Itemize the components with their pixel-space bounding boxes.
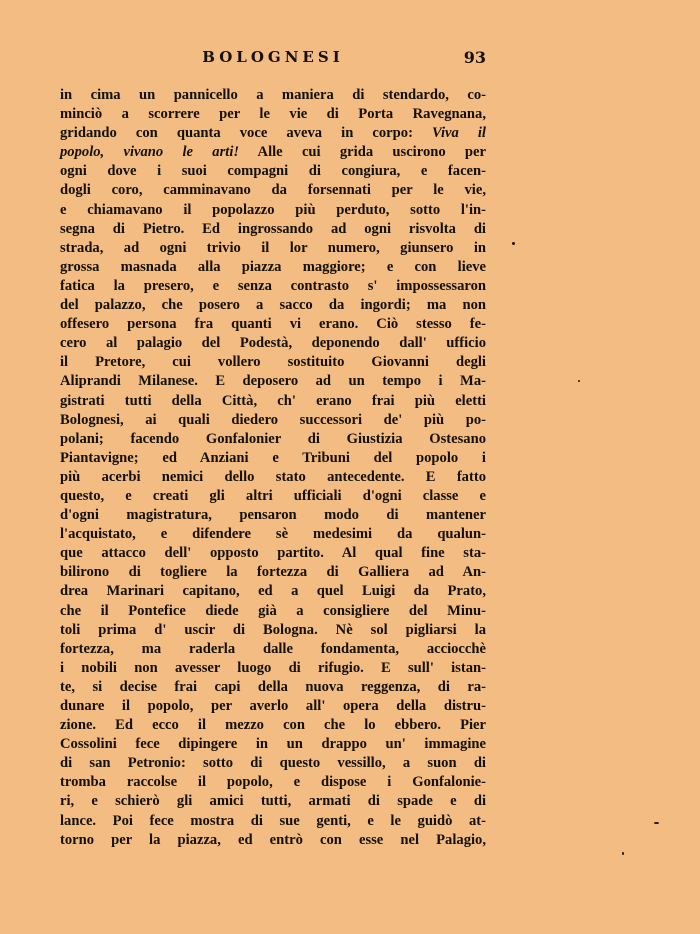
text-line: dogli coro, camminavano da forsennati per le vie, — [60, 182, 486, 199]
running-title: BOLOGNESI — [202, 48, 344, 66]
body-text — [60, 86, 486, 850]
text-segment: Alle cui grida uscirono per — [239, 144, 487, 161]
text-line: che il Pontefice diede già a consigliere del Minu- — [60, 602, 486, 619]
text-line: torno per la piazza, ed entrò con esse nel Palagio, — [60, 831, 486, 848]
text-line: d'ogni magistratura, pensaron modo di mantener — [60, 507, 486, 524]
text-line: dunare il popolo, per averlo all' opera della distru- — [60, 698, 486, 714]
text-line: que attacco dell' opposto partito. Al qual fine sta- — [60, 545, 486, 562]
text-line: polani; facendo Gonfalonier di Giustizia Ostesano — [60, 430, 486, 447]
text-line: grossa masnada alla piazza maggiore; e con lieve — [60, 258, 486, 275]
text-segment: gridando con quanta voce aveva in corpo: — [60, 125, 433, 142]
italic-phrase: Viva il — [432, 125, 486, 142]
text-line: drea Marinari capitano, ed a quel Luigi da Prato, — [60, 583, 486, 600]
text-line: te, si decise frai capi della nuova reggenza, di ra- — [60, 678, 486, 695]
text-line — [60, 143, 486, 162]
text-line — [60, 124, 486, 143]
text-line: segna di Pietro. Ed ingrossando ad ogni risvolta di — [60, 220, 486, 237]
text-line: ogni dove i suoi compagni di congiura, e facen- — [60, 163, 486, 180]
text-line: minciò a scorrere per le vie di Porta Ravegnana, — [60, 106, 486, 123]
text-line: gistrati tutti della Città, ch' erano frai più eletti — [60, 392, 486, 409]
text-line: Cossolini fece dipingere in un drappo un' immagine — [60, 736, 486, 753]
text-line: fortezza, ma raderla dalle fondamenta, acciocchè — [60, 640, 486, 657]
text-line: zione. Ed ecco il mezzo con che lo ebbero. Pier — [60, 717, 486, 734]
italic-phrase: popolo, vivano le arti! — [60, 144, 240, 161]
text-line: offesero persona fra quanti vi erano. Ciò stesso fe- — [60, 316, 486, 333]
text-line: tromba raccolse il popolo, e dispose i Gonfalonie- — [60, 774, 486, 791]
text-line: del palazzo, che posero a sacco da ingordi; ma non — [60, 297, 486, 314]
ink-speck — [622, 852, 624, 855]
book-page — [60, 48, 486, 850]
text-line: Piantavigne; ed Anziani e Tribuni del popolo i — [60, 449, 486, 466]
text-line: di san Petronio: sotto di questo vessillo, a suon di — [60, 755, 486, 772]
text-line: cero al palagio del Podestà, deponendo dall' ufficio — [60, 335, 486, 352]
text-line: il Pretore, cui vollero sostituito Giovanni degli — [60, 354, 486, 371]
text-line: Aliprandi Milanese. E deposero ad un tempo i Ma- — [60, 373, 486, 390]
text-line: e chiamavano il popolazzo più perduto, sotto l'in- — [60, 201, 486, 218]
text-line: Bolognesi, ai quali diedero successori de' più po- — [60, 411, 486, 428]
text-line: ri, e schierò gli amici tutti, armati di spade e di — [60, 793, 486, 810]
text-line: questo, e creati gli altri ufficiali d'ogni classe e — [60, 487, 486, 504]
text-line: l'acquistato, e difendere sè medesimi da qualun- — [60, 526, 486, 543]
running-head — [60, 48, 486, 74]
ink-speck — [512, 242, 515, 245]
ink-speck — [578, 380, 580, 382]
text-line: in cima un pannicello a maniera di stendardo, co- — [60, 87, 486, 103]
text-line: strada, ad ogni trivio il lor numero, giunsero in — [60, 239, 486, 256]
page-number: 93 — [463, 48, 486, 67]
ink-speck — [654, 822, 659, 824]
text-line: più acerbi nemici dello stato antecedente. E fatto — [60, 468, 486, 485]
text-line: toli prima d' uscir di Bologna. Nè sol pigliarsi la — [60, 621, 486, 638]
text-line: fatica la presero, e senza contrasto s' impossessaron — [60, 277, 486, 294]
text-line: i nobili non avesser luogo di rifugio. E sull' istan- — [60, 659, 486, 676]
text-line: bilirono di togliere la fortezza di Galliera ad An- — [60, 564, 486, 581]
text-line: lance. Poi fece mostra di sue genti, e le guidò at- — [60, 812, 486, 829]
